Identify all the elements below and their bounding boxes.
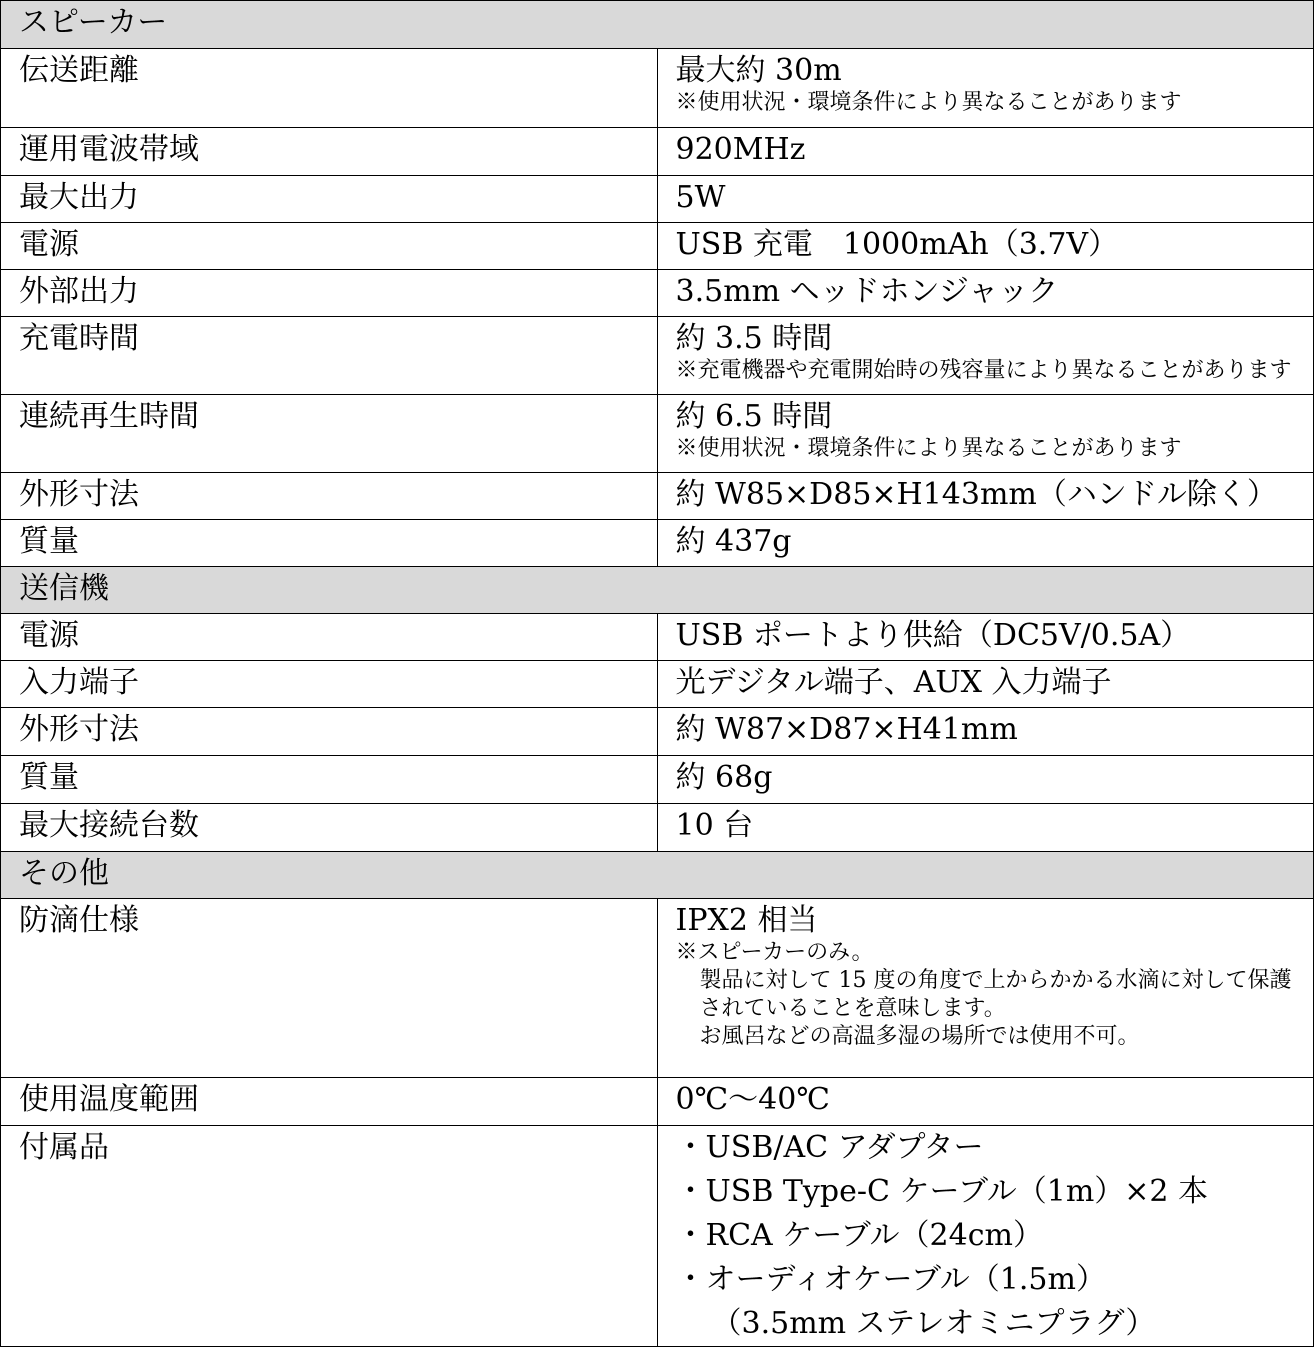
note-line: ※スピーカーのみ。 xyxy=(675,940,874,965)
note-line: されていることを意味します。 xyxy=(699,996,1006,1021)
section-header-other xyxy=(1,852,1314,899)
row-label: 運用電波帯域 xyxy=(1,128,658,176)
section-title: その他 xyxy=(1,852,1314,899)
list-item: ・オーディオケーブル（1.5m） xyxy=(675,1262,1106,1297)
row-value: 920MHz xyxy=(657,128,1314,176)
row-note: ※使用状況・環境条件により異なることがあります xyxy=(675,90,1182,115)
list-item: ・RCA ケーブル（24cm） xyxy=(675,1218,1043,1253)
row-label: 使用温度範囲 xyxy=(1,1078,658,1126)
row-value: USB 充電 1000mAh（3.7V） xyxy=(657,223,1314,270)
row-value: 約 437g xyxy=(657,520,1314,567)
table-row xyxy=(1,223,1314,270)
row-value: IPX2 相当 xyxy=(675,903,818,938)
table-row xyxy=(1,128,1314,176)
row-value: 約 68g xyxy=(657,756,1314,804)
row-value-cell xyxy=(657,49,1314,128)
row-label: 最大接続台数 xyxy=(1,804,658,852)
row-label: 最大出力 xyxy=(1,176,658,223)
table-row xyxy=(1,661,1314,708)
row-value: 約 3.5 時間 xyxy=(675,321,833,356)
row-value: USB ポートより供給（DC5V/0.5A） xyxy=(657,614,1314,661)
accessory-list xyxy=(676,1126,1314,1346)
table-row xyxy=(1,614,1314,661)
list-item: ・USB Type-C ケーブル（1m）×2 本 xyxy=(675,1174,1209,1209)
table-row xyxy=(1,395,1314,473)
row-value: 5W xyxy=(657,176,1314,223)
section-header-transmitter xyxy=(1,567,1314,614)
table-row xyxy=(1,1126,1314,1347)
row-value-cell xyxy=(657,395,1314,473)
row-note: ※充電機器や充電開始時の残容量により異なることがあります xyxy=(675,358,1292,383)
section-header-speaker xyxy=(1,1,1314,49)
row-label: 付属品 xyxy=(1,1126,658,1347)
row-note: ※使用状況・環境条件により異なることがあります xyxy=(675,436,1182,461)
row-value-cell xyxy=(657,899,1314,1078)
list-item: （3.5mm ステレオミニプラグ） xyxy=(711,1306,1156,1341)
table-row xyxy=(1,756,1314,804)
row-value-cell xyxy=(657,1126,1314,1347)
table-row xyxy=(1,520,1314,567)
row-label: 外形寸法 xyxy=(1,708,658,756)
row-label: 質量 xyxy=(1,756,658,804)
row-value: 0℃～40℃ xyxy=(657,1078,1314,1126)
row-value: 約 W87×D87×H41mm xyxy=(657,708,1314,756)
list-item: ・USB/AC アダプター xyxy=(675,1130,984,1165)
section-title: 送信機 xyxy=(1,567,1314,614)
section-title: スピーカー xyxy=(1,1,1314,49)
table-row xyxy=(1,270,1314,317)
row-label: 質量 xyxy=(1,520,658,567)
row-value: 約 6.5 時間 xyxy=(675,399,833,434)
row-value: 最大約 30m xyxy=(675,53,842,88)
row-value-cell xyxy=(657,317,1314,395)
row-label: 防滴仕様 xyxy=(1,899,658,1078)
row-note xyxy=(676,939,1314,1053)
row-value: 3.5mm ヘッドホンジャック xyxy=(657,270,1314,317)
table-row xyxy=(1,176,1314,223)
row-label: 電源 xyxy=(1,614,658,661)
row-label: 連続再生時間 xyxy=(1,395,658,473)
table-row xyxy=(1,899,1314,1078)
row-label: 伝送距離 xyxy=(1,49,658,128)
table-row xyxy=(1,708,1314,756)
note-line: 製品に対して 15 度の角度で上からかかる水滴に対して保護 xyxy=(699,968,1292,993)
table-row xyxy=(1,1078,1314,1126)
row-label: 電源 xyxy=(1,223,658,270)
row-label: 外形寸法 xyxy=(1,473,658,520)
row-label: 入力端子 xyxy=(1,661,658,708)
row-value: 10 台 xyxy=(657,804,1314,852)
note-line: お風呂などの高温多湿の場所では使用不可。 xyxy=(699,1024,1140,1049)
table-row xyxy=(1,804,1314,852)
row-label: 外部出力 xyxy=(1,270,658,317)
table-row xyxy=(1,473,1314,520)
row-label: 充電時間 xyxy=(1,317,658,395)
row-value: 光デジタル端子、AUX 入力端子 xyxy=(657,661,1314,708)
row-value: 約 W85×D85×H143mm（ハンドル除く） xyxy=(657,473,1314,520)
table-row xyxy=(1,317,1314,395)
table-row xyxy=(1,49,1314,128)
